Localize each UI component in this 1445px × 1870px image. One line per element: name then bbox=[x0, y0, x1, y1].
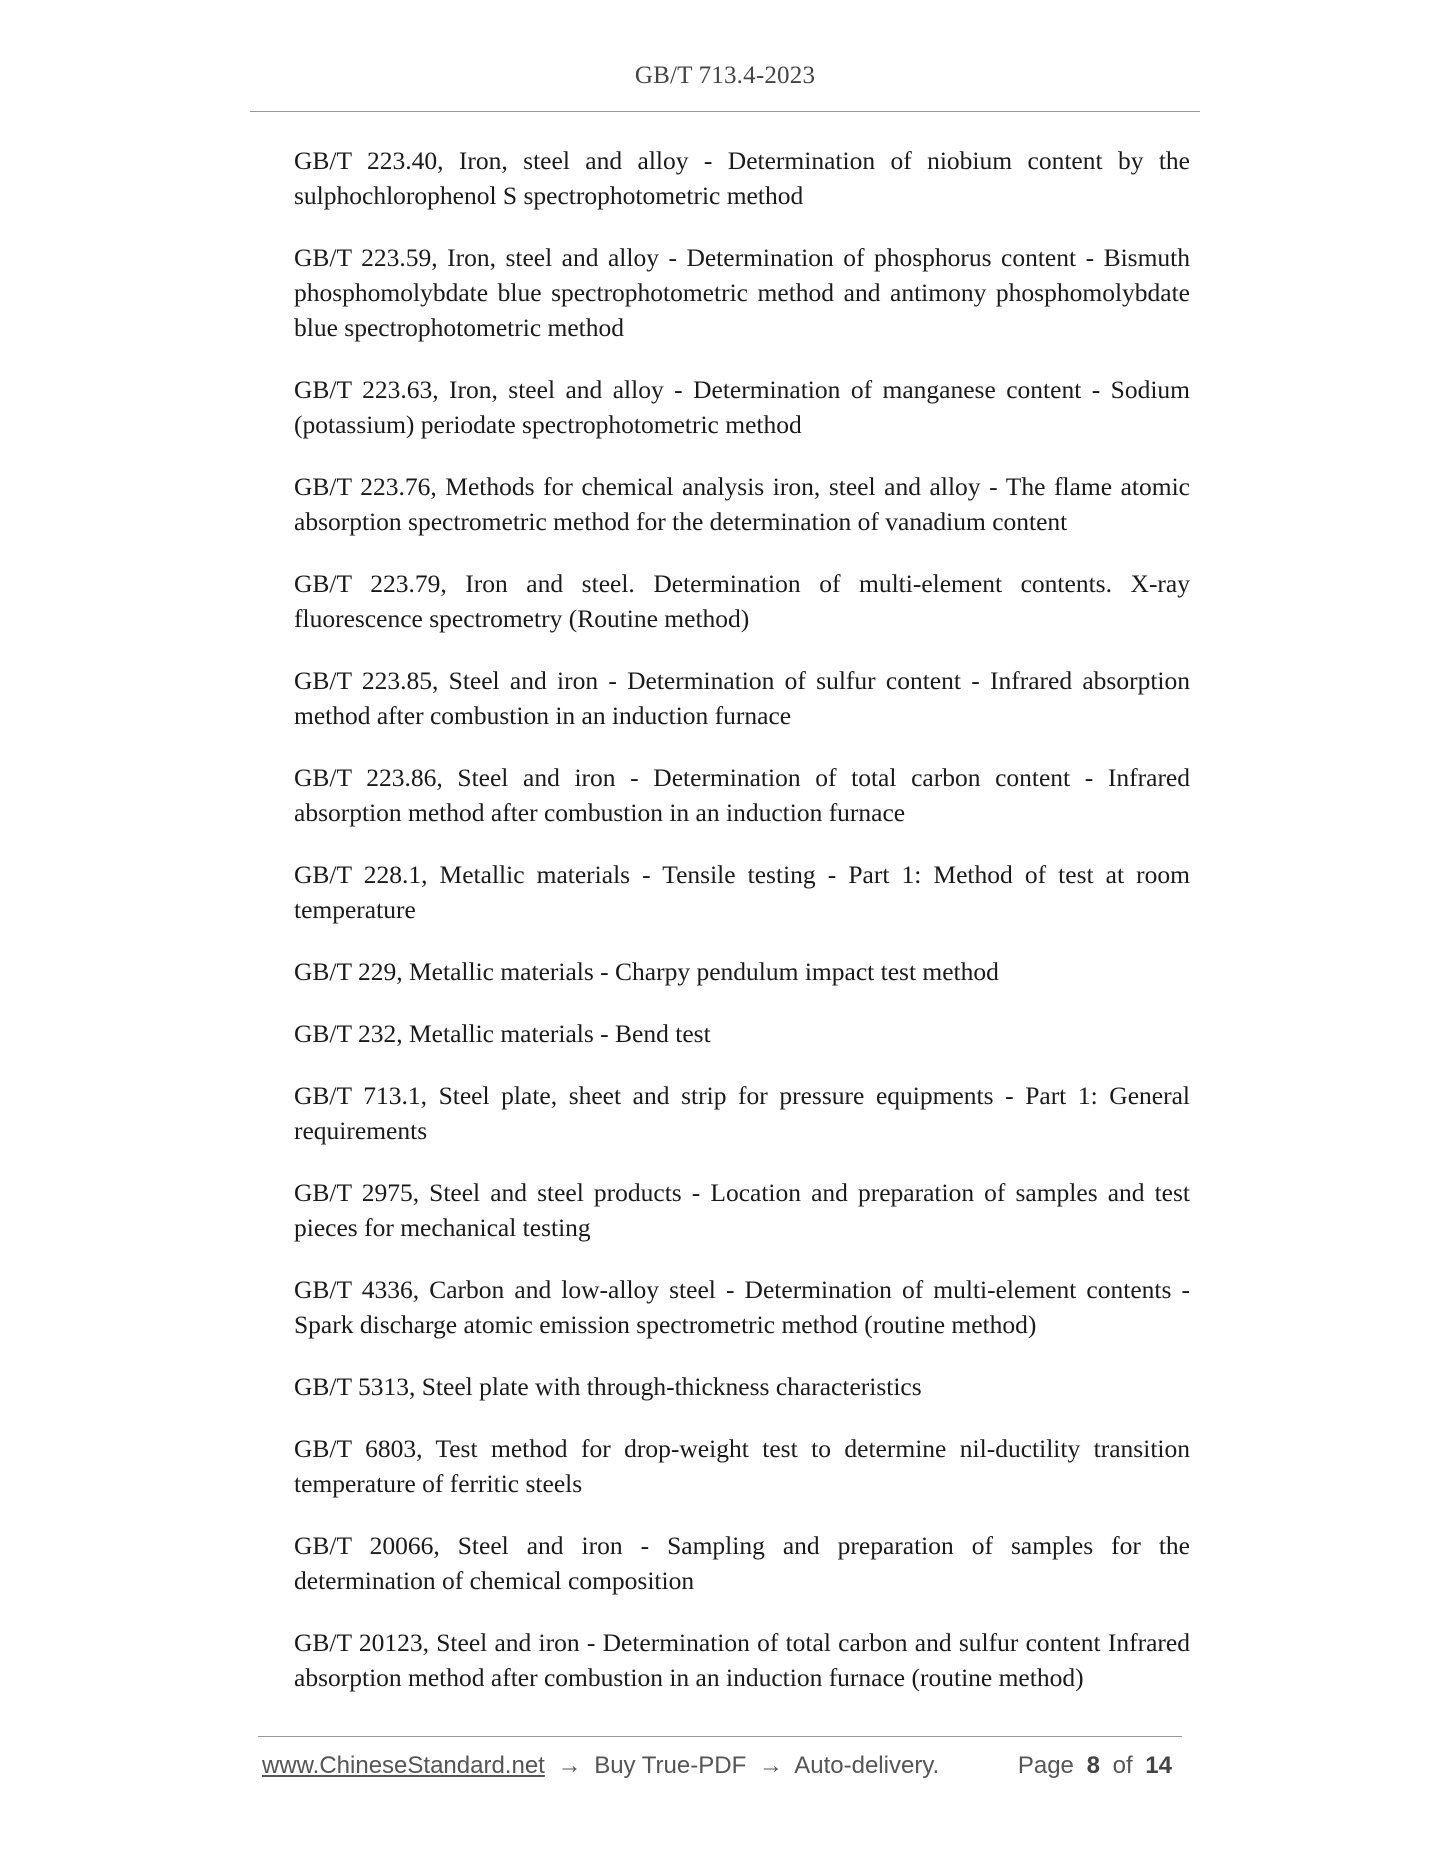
page-footer bbox=[262, 1752, 1182, 1786]
reference-item: GB/T 223.76, Methods for chemical analysis iron, steel and alloy - The flame atomic absorption spectrometric method for the determination of vanadium content bbox=[294, 472, 1190, 536]
page-header: GB/T 713.4-2023 bbox=[634, 62, 816, 89]
arrow-right-icon: → bbox=[758, 1752, 783, 1779]
reference-item: GB/T 229, Metallic materials - Charpy pendulum impact test method bbox=[294, 957, 999, 986]
page-indicator bbox=[1018, 1752, 1178, 1780]
site-link[interactable]: www.ChineseStandard.net bbox=[262, 1752, 545, 1779]
arrow-right-icon: → bbox=[557, 1752, 582, 1779]
reference-item: GB/T 713.1, Steel plate, sheet and strip for pressure equipments - Part 1: General requirements bbox=[294, 1081, 1190, 1145]
reference-item: GB/T 223.63, Iron, steel and alloy - Determination of manganese content - Sodium (potassium) periodate spectrophotometric method bbox=[294, 375, 1190, 439]
reference-item: GB/T 228.1, Metallic materials - Tensile testing - Part 1: Method of test at room temperature bbox=[294, 860, 1190, 924]
buy-text: Buy True-PDF bbox=[594, 1752, 747, 1779]
reference-item: GB/T 223.40, Iron, steel and alloy - Determination of niobium content by the sulphochlorophenol S spectrophotometric method bbox=[294, 146, 1190, 210]
references-list bbox=[294, 143, 1190, 1722]
page-label: Page bbox=[1017, 1752, 1074, 1779]
reference-item: GB/T 223.79, Iron and steel. Determination of multi-element contents. X-ray fluorescence spectrometry (Routine method) bbox=[294, 569, 1190, 633]
reference-item: GB/T 223.85, Steel and iron - Determination of sulfur content - Infrared absorption method after combustion in an induction furnace bbox=[294, 666, 1190, 730]
reference-item: GB/T 232, Metallic materials - Bend test bbox=[294, 1019, 711, 1048]
footer-promo bbox=[262, 1752, 939, 1780]
reference-item: GB/T 2975, Steel and steel products - Location and preparation of samples and test pieces for mechanical testing bbox=[294, 1178, 1190, 1242]
reference-item: GB/T 20066, Steel and iron - Sampling and preparation of samples for the determination of chemical composition bbox=[294, 1531, 1190, 1595]
of-label: of bbox=[1112, 1752, 1133, 1779]
reference-item: GB/T 20123, Steel and iron - Determination of total carbon and sulfur content Infrared absorption method after combustion in an induction furnace (routine method) bbox=[294, 1628, 1190, 1692]
footer-divider bbox=[258, 1736, 1182, 1737]
reference-item: GB/T 6803, Test method for drop-weight test to determine nil-ductility transition temperature of ferritic steels bbox=[294, 1434, 1190, 1498]
reference-item: GB/T 223.86, Steel and iron - Determination of total carbon content - Infrared absorption method after combustion in an induction furnace bbox=[294, 763, 1190, 827]
reference-item: GB/T 5313, Steel plate with through-thickness characteristics bbox=[294, 1372, 922, 1401]
delivery-text: Auto-delivery. bbox=[794, 1752, 940, 1779]
page-total: 14 bbox=[1145, 1752, 1172, 1779]
reference-item: GB/T 4336, Carbon and low-alloy steel - Determination of multi-element contents - Spark discharge atomic emission spectrometric method (routine method) bbox=[294, 1275, 1190, 1339]
page-current: 8 bbox=[1086, 1752, 1100, 1779]
header-divider bbox=[250, 111, 1200, 112]
reference-item: GB/T 223.59, Iron, steel and alloy - Determination of phosphorus content - Bismuth phosphomolybdate blue spectrophotometric method and antimony phosphomolybdate blue spectrophotometric method bbox=[294, 243, 1190, 342]
